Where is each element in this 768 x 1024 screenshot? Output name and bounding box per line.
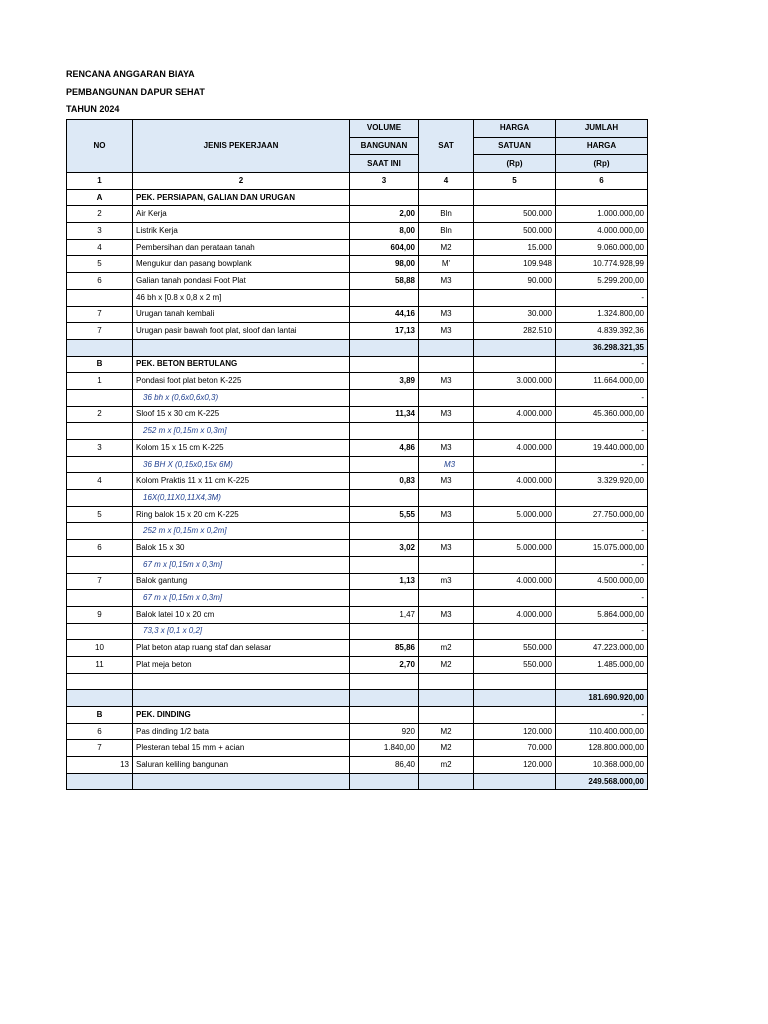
row-harga-satuan: [474, 590, 556, 607]
section-title: PEK. BETON BERTULANG: [133, 356, 350, 373]
row-jumlah-harga: 45.360.000,00: [556, 406, 648, 423]
table-row: [67, 440, 648, 457]
table-row: [67, 490, 648, 507]
row-description: Saluran keliling bangunan: [133, 757, 350, 774]
row-no: 7: [67, 740, 133, 757]
row-satuan: Bln: [419, 223, 474, 240]
table-row: [67, 757, 648, 774]
row-jumlah-harga: 11.664.000,00: [556, 373, 648, 390]
row-description: Urugan pasir bawah foot plat, sloof dan lantai: [133, 323, 350, 340]
subtotal-value: 181.690.920,00: [556, 690, 648, 707]
row-volume: 17,13: [350, 323, 419, 340]
cell-empty: [474, 707, 556, 724]
row-no: 2: [67, 206, 133, 223]
row-volume: 44,16: [350, 306, 419, 323]
row-jumlah-harga: 9.060.000,00: [556, 239, 648, 256]
row-satuan: m2: [419, 640, 474, 657]
cell-empty: [67, 690, 133, 707]
row-description: Kolom Praktis 11 x 11 cm K-225: [133, 473, 350, 490]
row-harga-satuan: [474, 556, 556, 573]
row-jumlah-harga: 47.223.000,00: [556, 640, 648, 657]
row-no: [67, 673, 133, 690]
row-description: Pondasi foot plat beton K-225: [133, 373, 350, 390]
row-volume: [350, 423, 419, 440]
row-no: 7: [67, 573, 133, 590]
row-no: [67, 523, 133, 540]
row-no: 2: [67, 406, 133, 423]
row-satuan: [419, 389, 474, 406]
row-jumlah-harga: 10.774.928,99: [556, 256, 648, 273]
row-volume: 58,88: [350, 273, 419, 290]
section-code: B: [67, 356, 133, 373]
row-harga-satuan: 3.000.000: [474, 373, 556, 390]
table-row: [67, 256, 648, 273]
table-row: [67, 640, 648, 657]
row-jumlah-harga: [556, 673, 648, 690]
column-number-row: [67, 173, 648, 190]
row-no: [67, 456, 133, 473]
row-description: Galian tanah pondasi Foot Plat: [133, 273, 350, 290]
row-no: [67, 556, 133, 573]
section-title: PEK. DINDING: [133, 707, 350, 724]
table-row: [67, 423, 648, 440]
cell-empty: [133, 773, 350, 790]
cell-empty: [67, 773, 133, 790]
row-description: 36 bh x (0,6x0,6x0,3): [133, 389, 350, 406]
row-description: 67 m x [0,15m x 0,3m]: [133, 556, 350, 573]
row-description: Kolom 15 x 15 cm K-225: [133, 440, 350, 457]
row-no: [67, 289, 133, 306]
row-no: [67, 389, 133, 406]
cell-empty: [350, 339, 419, 356]
row-jumlah-harga: 1.485.000,00: [556, 656, 648, 673]
cell-empty: [350, 356, 419, 373]
row-jumlah-harga: -: [556, 389, 648, 406]
section-code: A: [67, 189, 133, 206]
row-volume: 98,00: [350, 256, 419, 273]
row-jumlah-harga: 15.075.000,00: [556, 540, 648, 557]
row-satuan: M2: [419, 239, 474, 256]
col-header-harga2: HARGA: [556, 137, 648, 155]
row-volume: 1.840,00: [350, 740, 419, 757]
row-jumlah-harga: -: [556, 423, 648, 440]
row-jumlah-harga: -: [556, 556, 648, 573]
row-volume: [350, 490, 419, 507]
cell-empty: [419, 356, 474, 373]
table-row: [67, 323, 648, 340]
col-number: 5: [474, 173, 556, 190]
section-header-row: [67, 189, 648, 206]
row-harga-satuan: [474, 490, 556, 507]
row-satuan: M': [419, 256, 474, 273]
table-row: [67, 573, 648, 590]
col-header-rp-satuan: (Rp): [474, 155, 556, 173]
row-jumlah-harga: 4.500.000,00: [556, 573, 648, 590]
cell-empty: [474, 773, 556, 790]
row-no: 6: [67, 540, 133, 557]
row-description: 73,3 x [0,1 x 0,2]: [133, 623, 350, 640]
row-volume: [350, 623, 419, 640]
table-row: [67, 606, 648, 623]
row-no: 1: [67, 373, 133, 390]
row-volume: 86,40: [350, 757, 419, 774]
row-harga-satuan: 4.000.000: [474, 573, 556, 590]
row-satuan: M3: [419, 540, 474, 557]
cell-empty: [419, 707, 474, 724]
row-no: 5: [67, 506, 133, 523]
cell-empty: [133, 690, 350, 707]
section-header-row: [67, 356, 648, 373]
row-satuan: M3: [419, 440, 474, 457]
section-title-jumlah: [556, 189, 648, 206]
table-row: [67, 540, 648, 557]
row-satuan: M3: [419, 373, 474, 390]
col-number: 1: [67, 173, 133, 190]
row-jumlah-harga: [556, 490, 648, 507]
table-row: [67, 373, 648, 390]
row-volume: 3,02: [350, 540, 419, 557]
row-satuan: M3: [419, 406, 474, 423]
budget-table: [66, 119, 648, 790]
row-no: 3: [67, 440, 133, 457]
row-harga-satuan: 120.000: [474, 757, 556, 774]
subtotal-value: 249.568.000,00: [556, 773, 648, 790]
row-satuan: M3: [419, 306, 474, 323]
row-description: Ring balok 15 x 20 cm K-225: [133, 506, 350, 523]
row-description: Plat beton atap ruang staf dan selasar: [133, 640, 350, 657]
row-harga-satuan: 282.510: [474, 323, 556, 340]
row-satuan: [419, 490, 474, 507]
row-volume: 5,55: [350, 506, 419, 523]
row-satuan: [419, 623, 474, 640]
row-volume: [350, 389, 419, 406]
table-row: [67, 723, 648, 740]
row-no: 7: [67, 306, 133, 323]
row-satuan: [419, 673, 474, 690]
table-row: [67, 506, 648, 523]
col-header-saat-ini: SAAT INI: [350, 155, 419, 173]
cell-empty: [474, 690, 556, 707]
table-row: [67, 289, 648, 306]
row-harga-satuan: [474, 673, 556, 690]
row-description: Plat meja beton: [133, 656, 350, 673]
row-harga-satuan: [474, 456, 556, 473]
row-harga-satuan: [474, 623, 556, 640]
row-description: 252 m x [0,15m x 0,3m]: [133, 423, 350, 440]
row-jumlah-harga: 5.299.200,00: [556, 273, 648, 290]
row-volume: 85,86: [350, 640, 419, 657]
row-harga-satuan: [474, 289, 556, 306]
row-volume: 1,47: [350, 606, 419, 623]
section-code: B: [67, 707, 133, 724]
cell-empty: [474, 356, 556, 373]
row-harga-satuan: 4.000.000: [474, 606, 556, 623]
row-description: Pembersihan dan perataan tanah: [133, 239, 350, 256]
row-volume: 8,00: [350, 223, 419, 240]
row-volume: 11,34: [350, 406, 419, 423]
col-number: 3: [350, 173, 419, 190]
subtotal-row: [67, 339, 648, 356]
row-volume: 2,70: [350, 656, 419, 673]
row-harga-satuan: [474, 523, 556, 540]
table-row: [67, 656, 648, 673]
row-jumlah-harga: -: [556, 523, 648, 540]
table-row: [67, 556, 648, 573]
row-harga-satuan: 550.000: [474, 656, 556, 673]
row-jumlah-harga: 5.864.000,00: [556, 606, 648, 623]
row-satuan: m2: [419, 757, 474, 774]
table-row: [67, 306, 648, 323]
row-harga-satuan: 70.000: [474, 740, 556, 757]
row-satuan: [419, 556, 474, 573]
col-header-volume: VOLUME: [350, 120, 419, 138]
col-header-no: NO: [67, 120, 133, 173]
table-row: [67, 223, 648, 240]
row-description: Air Kerja: [133, 206, 350, 223]
cell-empty: [419, 189, 474, 206]
table-row: [67, 206, 648, 223]
row-jumlah-harga: 10.368.000,00: [556, 757, 648, 774]
row-description: Plesteran tebal 15 mm + acian: [133, 740, 350, 757]
row-no: 6: [67, 723, 133, 740]
row-satuan: M3: [419, 456, 474, 473]
row-description: 16X(0,11X0,11X4,3M): [133, 490, 350, 507]
doc-title-line1: RENCANA ANGGARAN BIAYA: [66, 69, 195, 79]
table-row: [67, 623, 648, 640]
section-title: PEK. PERSIAPAN, GALIAN DAN URUGAN: [133, 189, 350, 206]
row-harga-satuan: 5.000.000: [474, 540, 556, 557]
row-harga-satuan: 109.948: [474, 256, 556, 273]
row-satuan: M3: [419, 323, 474, 340]
row-description: Listrik Kerja: [133, 223, 350, 240]
row-jumlah-harga: 1.324.800,00: [556, 306, 648, 323]
row-description: Mengukur dan pasang bowplank: [133, 256, 350, 273]
col-header-sat: SAT: [419, 120, 474, 173]
row-no: 4: [67, 239, 133, 256]
row-volume: [350, 556, 419, 573]
row-no: 4: [67, 473, 133, 490]
col-header-jenis: JENIS PEKERJAAN: [133, 120, 350, 173]
table-row: [67, 239, 648, 256]
row-harga-satuan: [474, 423, 556, 440]
row-no: [67, 423, 133, 440]
row-jumlah-harga: -: [556, 623, 648, 640]
col-header-jumlah: JUMLAH: [556, 120, 648, 138]
cell-empty: [350, 690, 419, 707]
row-harga-satuan: 4.000.000: [474, 440, 556, 457]
row-harga-satuan: [474, 389, 556, 406]
row-no: 5: [67, 256, 133, 273]
row-jumlah-harga: 27.750.000,00: [556, 506, 648, 523]
cell-empty: [474, 339, 556, 356]
row-no: 11: [67, 656, 133, 673]
row-volume: 2,00: [350, 206, 419, 223]
row-jumlah-harga: -: [556, 456, 648, 473]
subtotal-value: 36.298.321,35: [556, 339, 648, 356]
section-header-row: [67, 707, 648, 724]
col-header-harga: HARGA: [474, 120, 556, 138]
row-description: Pas dinding 1/2 bata: [133, 723, 350, 740]
row-volume: 3,89: [350, 373, 419, 390]
row-description: 252 m x [0,15m x 0,2m]: [133, 523, 350, 540]
table-row: [67, 456, 648, 473]
row-volume: [350, 590, 419, 607]
row-no: 7: [67, 323, 133, 340]
row-satuan: [419, 523, 474, 540]
row-description: [133, 673, 350, 690]
cell-empty: [67, 339, 133, 356]
col-header-satuan: SATUAN: [474, 137, 556, 155]
section-title-jumlah: -: [556, 356, 648, 373]
row-harga-satuan: 120.000: [474, 723, 556, 740]
section-title-jumlah: -: [556, 707, 648, 724]
cell-empty: [350, 189, 419, 206]
doc-title-line3: TAHUN 2024: [66, 104, 120, 114]
row-satuan: Bln: [419, 206, 474, 223]
col-header-rp-jumlah: (Rp): [556, 155, 648, 173]
row-harga-satuan: 5.000.000: [474, 506, 556, 523]
col-number: 6: [556, 173, 648, 190]
cell-empty: [419, 339, 474, 356]
row-harga-satuan: 500.000: [474, 223, 556, 240]
col-header-bangunan: BANGUNAN: [350, 137, 419, 155]
row-volume: [350, 523, 419, 540]
row-description: Balok 15 x 30: [133, 540, 350, 557]
table-row: [67, 590, 648, 607]
row-harga-satuan: 15.000: [474, 239, 556, 256]
col-number: 4: [419, 173, 474, 190]
row-satuan: [419, 590, 474, 607]
row-jumlah-harga: 110.400.000,00: [556, 723, 648, 740]
cell-empty: [350, 707, 419, 724]
table-row: [67, 273, 648, 290]
table-row: [67, 523, 648, 540]
row-volume: [350, 456, 419, 473]
row-harga-satuan: 90.000: [474, 273, 556, 290]
row-satuan: M2: [419, 656, 474, 673]
row-volume: 0,83: [350, 473, 419, 490]
row-satuan: M3: [419, 273, 474, 290]
table-row: [67, 740, 648, 757]
row-description: 67 m x [0,15m x 0,3m]: [133, 590, 350, 607]
row-jumlah-harga: 4.839.392,36: [556, 323, 648, 340]
col-number: 2: [133, 173, 350, 190]
row-description: 36 BH X (0,15x0,15x 6M): [133, 456, 350, 473]
row-satuan: [419, 289, 474, 306]
row-no: 6: [67, 273, 133, 290]
row-satuan: M2: [419, 723, 474, 740]
row-volume: 4,86: [350, 440, 419, 457]
row-jumlah-harga: 19.440.000,00: [556, 440, 648, 457]
row-no: [67, 490, 133, 507]
subtotal-row: [67, 773, 648, 790]
row-no: 9: [67, 606, 133, 623]
table-row: [67, 406, 648, 423]
row-description: Balok latei 10 x 20 cm: [133, 606, 350, 623]
row-no: [67, 590, 133, 607]
row-volume: 1,13: [350, 573, 419, 590]
cell-empty: [474, 189, 556, 206]
row-jumlah-harga: 1.000.000,00: [556, 206, 648, 223]
row-jumlah-harga: 3.329.920,00: [556, 473, 648, 490]
row-satuan: m3: [419, 573, 474, 590]
row-satuan: M3: [419, 606, 474, 623]
row-satuan: M3: [419, 473, 474, 490]
row-satuan: M2: [419, 740, 474, 757]
cell-empty: [350, 773, 419, 790]
row-harga-satuan: 550.000: [474, 640, 556, 657]
row-description: Urugan tanah kembali: [133, 306, 350, 323]
row-description: Balok gantung: [133, 573, 350, 590]
row-no: [67, 623, 133, 640]
row-jumlah-harga: 128.800.000,00: [556, 740, 648, 757]
row-harga-satuan: 500.000: [474, 206, 556, 223]
subtotal-row: [67, 690, 648, 707]
row-satuan: M3: [419, 506, 474, 523]
row-jumlah-harga: -: [556, 590, 648, 607]
doc-title-line2: PEMBANGUNAN DAPUR SEHAT: [66, 87, 205, 97]
header-row-1: [67, 120, 648, 138]
table-row: [67, 389, 648, 406]
row-description: 46 bh x [0.8 x 0,8 x 2 m]: [133, 289, 350, 306]
row-volume: [350, 673, 419, 690]
cell-empty: [133, 339, 350, 356]
row-harga-satuan: 30.000: [474, 306, 556, 323]
row-harga-satuan: 4.000.000: [474, 473, 556, 490]
row-no: 13: [67, 757, 133, 774]
row-jumlah-harga: -: [556, 289, 648, 306]
table-row: [67, 673, 648, 690]
cell-empty: [419, 690, 474, 707]
row-volume: 604,00: [350, 239, 419, 256]
budget-table-body: [67, 120, 648, 790]
row-jumlah-harga: 4.000.000,00: [556, 223, 648, 240]
row-volume: 920: [350, 723, 419, 740]
row-volume: [350, 289, 419, 306]
row-description: Sloof 15 x 30 cm K-225: [133, 406, 350, 423]
row-no: 3: [67, 223, 133, 240]
cell-empty: [419, 773, 474, 790]
row-no: 10: [67, 640, 133, 657]
row-satuan: [419, 423, 474, 440]
table-row: [67, 473, 648, 490]
row-harga-satuan: 4.000.000: [474, 406, 556, 423]
